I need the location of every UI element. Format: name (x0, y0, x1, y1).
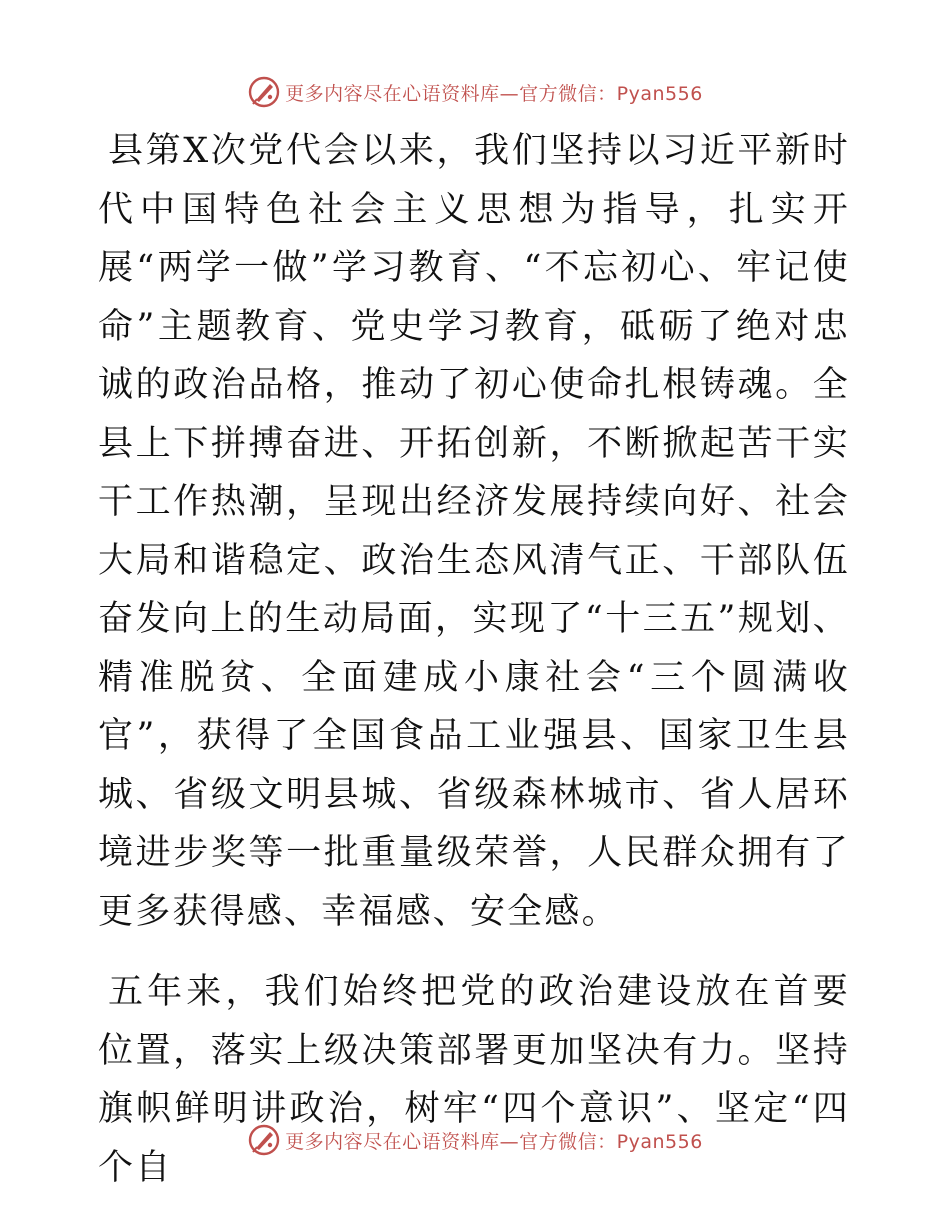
watermark-account: Pyan556 (616, 1130, 703, 1153)
document-body (98, 122, 850, 1197)
paragraph-2: 五年来，我们始终把党的政治建设放在首要位置，落实上级决策部署更加坚决有力。坚持旗帜鲜明讲政治，树牢“四个意识”、坚定“四个自 (98, 972, 850, 1188)
watermark-text: 更多内容尽在心语资料库—官方微信：Pyan556 (285, 1130, 703, 1153)
watermark-account: Pyan556 (616, 82, 703, 105)
quill-seal-icon (247, 1123, 281, 1157)
watermark-text: 更多内容尽在心语资料库—官方微信：Pyan556 (285, 82, 703, 105)
quill-seal-icon (247, 75, 281, 109)
header-watermark (0, 72, 950, 112)
paragraph-1: 县第X次党代会以来，我们坚持以习近平新时代中国特色社会主义思想为指导，扎实开展“两学一做”学习教育、“不忘初心、牢记使命”主题教育、党史学习教育，砥砺了绝对忠诚的政治品格，推动了初心使命扎根铸魂。全县上下拼搏奋进、开拓创新，不断掀起苦干实干工作热潮，呈现出经济发展持续向好、社会大局和谐稳定、政治生态风清气正、干部队伍奋发向上的生动局面，实现了“十三五”规划、精准脱贫、全面建成小康社会“三个圆满收官”，获得了全国食品工业强县、国家卫生县城、省级文明县城、省级森林城市、省人居环境进步奖等一批重量级荣誉，人民群众拥有了更多获得感、幸福感、安全感。 (98, 131, 850, 932)
footer-watermark (0, 1120, 950, 1160)
